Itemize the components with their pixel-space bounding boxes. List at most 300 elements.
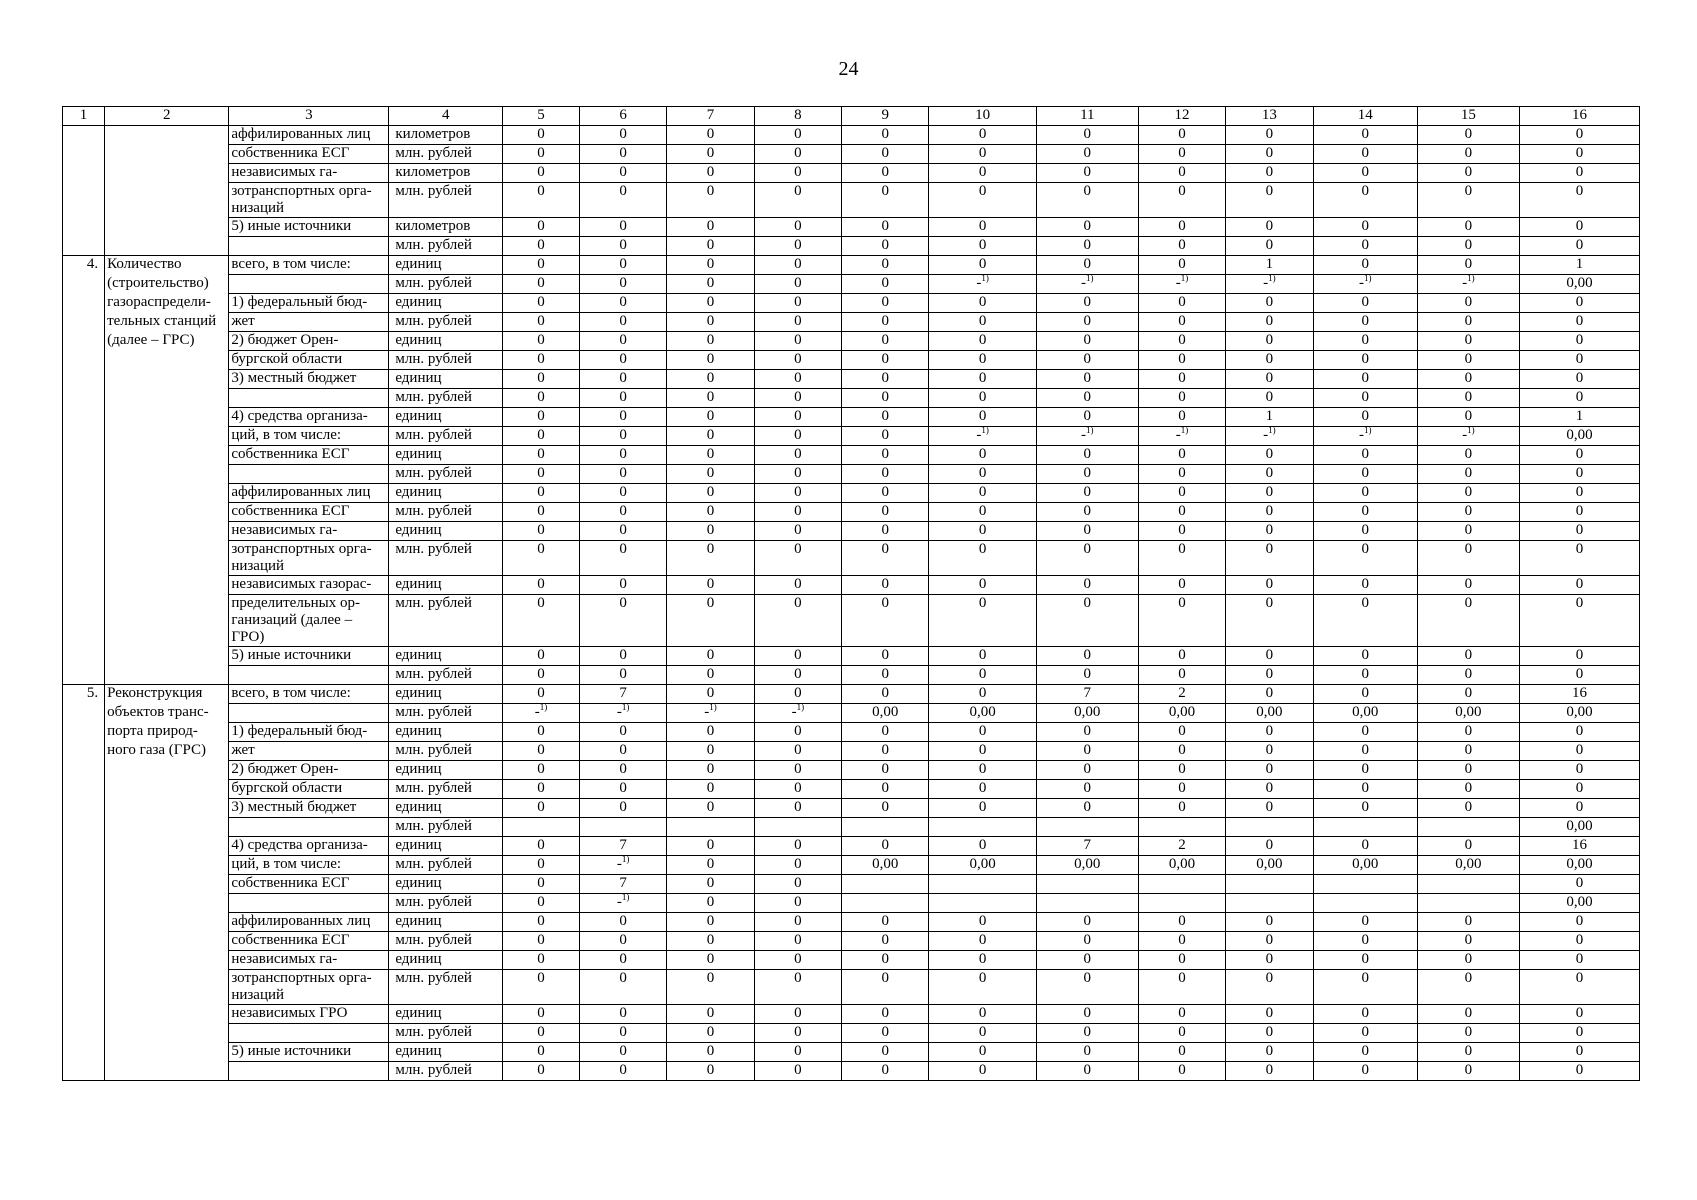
row-number-cell <box>63 389 105 408</box>
value-cell: 0 <box>1313 332 1417 351</box>
value-cell: 0 <box>842 446 929 465</box>
value-cell: -$^{1)}$ <box>1036 275 1138 294</box>
row-number-cell <box>63 145 105 164</box>
funding-source-cell: пределительных ор- ганизаций (далее – ГРО) <box>229 595 389 647</box>
value-cell: 0 <box>929 913 1036 932</box>
funding-source-cell: ций, в том числе: <box>229 856 389 875</box>
value-cell: -$^{1)}$ <box>754 704 841 723</box>
indicator-name-cell <box>105 595 229 647</box>
value-cell: 0 <box>842 951 929 970</box>
unit-cell: километров <box>389 126 503 145</box>
value-cell: 0 <box>1417 446 1519 465</box>
value-cell: 0 <box>1226 332 1313 351</box>
value-cell: 0 <box>667 522 754 541</box>
table-row <box>63 183 1640 218</box>
value-cell: 0,00 <box>1519 818 1639 837</box>
value-cell: 0 <box>579 647 666 666</box>
unit-cell: млн. рублей <box>389 595 503 647</box>
value-cell: 0 <box>754 446 841 465</box>
indicator-name-cell: объектов транс- <box>105 704 229 723</box>
value-cell: 0 <box>754 465 841 484</box>
value-cell: 0 <box>1138 313 1225 332</box>
value-cell: 0 <box>579 503 666 522</box>
value-cell: 0 <box>1226 541 1313 576</box>
table-row <box>63 780 1640 799</box>
value-cell: 0 <box>1138 595 1225 647</box>
column-header: 1 <box>63 107 105 126</box>
value-cell: 0 <box>1138 389 1225 408</box>
value-cell: 0 <box>667 484 754 503</box>
column-header: 8 <box>754 107 841 126</box>
unit-cell: километров <box>389 164 503 183</box>
table-body <box>63 107 1640 1081</box>
value-cell: 0,00 <box>1519 856 1639 875</box>
unit-cell: единиц <box>389 837 503 856</box>
value-cell: 0 <box>503 1062 580 1081</box>
value-cell: 0 <box>1519 389 1639 408</box>
indicator-name-cell <box>105 780 229 799</box>
value-cell: 0,00 <box>929 856 1036 875</box>
value-cell: 0 <box>579 237 666 256</box>
value-cell: 0 <box>667 742 754 761</box>
value-cell: 0 <box>503 1024 580 1043</box>
row-number-cell <box>63 932 105 951</box>
value-cell: 0 <box>929 370 1036 389</box>
value-cell: 0 <box>929 446 1036 465</box>
value-cell: 0 <box>1519 951 1639 970</box>
footnote-marker: 1) <box>1086 274 1094 283</box>
unit-cell: единиц <box>389 294 503 313</box>
unit-cell: млн. рублей <box>389 894 503 913</box>
funding-source-cell: 5) иные источники <box>229 218 389 237</box>
value-cell: 0 <box>1036 951 1138 970</box>
value-cell: 0 <box>1519 576 1639 595</box>
value-cell: 0 <box>1417 647 1519 666</box>
value-cell: 0 <box>1313 503 1417 522</box>
indicator-name-cell <box>105 503 229 522</box>
row-number-cell <box>63 837 105 856</box>
value-cell: 0,00 <box>1417 704 1519 723</box>
footnote-marker: 1) <box>796 703 805 712</box>
value-cell: 0 <box>754 761 841 780</box>
value-cell: 0 <box>1313 1024 1417 1043</box>
value-cell: 0 <box>667 856 754 875</box>
footnote-marker: 1) <box>1180 274 1189 283</box>
value-cell: 0 <box>579 522 666 541</box>
value-cell: 0 <box>1519 595 1639 647</box>
value-cell: 0 <box>842 1062 929 1081</box>
value-cell: 0 <box>842 332 929 351</box>
footnote-marker: 1) <box>539 703 548 712</box>
value-cell: -$^{1)}$ <box>1138 275 1225 294</box>
value-cell: 0 <box>503 275 580 294</box>
value-cell: 0 <box>667 761 754 780</box>
funding-source-cell: аффилированных лиц <box>229 484 389 503</box>
value-cell: 0 <box>754 647 841 666</box>
value-cell: 0 <box>1138 541 1225 576</box>
value-cell: 0 <box>503 218 580 237</box>
indicator-name-cell <box>105 145 229 164</box>
value-cell: 0 <box>1519 332 1639 351</box>
value-cell: 0,00 <box>1519 894 1639 913</box>
value-cell: 0 <box>1313 256 1417 275</box>
table-row <box>63 218 1640 237</box>
value-cell <box>667 818 754 837</box>
value-cell <box>929 875 1036 894</box>
value-cell: 0 <box>754 970 841 1005</box>
value-cell: 0 <box>1313 446 1417 465</box>
value-cell: 0 <box>1417 541 1519 576</box>
value-cell: 2 <box>1138 685 1225 704</box>
value-cell: 0 <box>1036 408 1138 427</box>
indicator-name-cell <box>105 389 229 408</box>
value-cell: 16 <box>1519 685 1639 704</box>
indicator-name-cell <box>105 913 229 932</box>
value-cell: 0 <box>667 685 754 704</box>
value-cell: 0 <box>503 875 580 894</box>
value-cell: 0 <box>1417 799 1519 818</box>
value-cell: 0 <box>1226 647 1313 666</box>
row-number-cell <box>63 1005 105 1024</box>
indicator-name-cell <box>105 427 229 446</box>
indicator-name-cell <box>105 1024 229 1043</box>
value-cell: 0 <box>929 1062 1036 1081</box>
value-cell: 0 <box>1313 370 1417 389</box>
value-cell: 0 <box>1313 761 1417 780</box>
value-cell: 0 <box>1417 1024 1519 1043</box>
value-cell: -$^{1)}$ <box>1417 275 1519 294</box>
value-cell: 0 <box>1226 294 1313 313</box>
footnote-marker: 1) <box>1467 426 1475 435</box>
value-cell: 0 <box>1036 126 1138 145</box>
value-cell: 0 <box>1226 595 1313 647</box>
value-cell: 0 <box>754 1024 841 1043</box>
value-cell: 0 <box>754 183 841 218</box>
row-number-cell <box>63 237 105 256</box>
value-cell: 0 <box>1138 932 1225 951</box>
value-cell: 0 <box>1036 742 1138 761</box>
value-cell: 0 <box>503 256 580 275</box>
indicator-name-cell: (строительство) <box>105 275 229 294</box>
value-cell: 0 <box>754 856 841 875</box>
row-number-cell <box>63 742 105 761</box>
value-cell: 0 <box>1417 723 1519 742</box>
value-cell: 0 <box>1036 183 1138 218</box>
value-cell: 0 <box>754 275 841 294</box>
indicator-name-cell <box>105 164 229 183</box>
value-cell: 0 <box>1519 1024 1639 1043</box>
value-cell: 0 <box>667 427 754 446</box>
value-cell: 0 <box>1226 351 1313 370</box>
value-cell: 0 <box>1138 183 1225 218</box>
table-row <box>63 742 1640 761</box>
value-cell: 0 <box>754 389 841 408</box>
value-cell: 0 <box>1226 237 1313 256</box>
funding-source-cell: аффилированных лиц <box>229 126 389 145</box>
table-row <box>63 351 1640 370</box>
value-cell: 0 <box>754 595 841 647</box>
value-cell: 0 <box>579 595 666 647</box>
row-number-cell <box>63 427 105 446</box>
unit-cell: единиц <box>389 1043 503 1062</box>
value-cell: 0 <box>1226 780 1313 799</box>
value-cell: 0 <box>1226 484 1313 503</box>
value-cell: 0 <box>579 761 666 780</box>
funding-source-cell: независимых га- <box>229 164 389 183</box>
value-cell: 0 <box>1138 799 1225 818</box>
value-cell: 0 <box>842 1005 929 1024</box>
value-cell: 0 <box>754 332 841 351</box>
value-cell: 0 <box>1036 237 1138 256</box>
value-cell <box>1226 894 1313 913</box>
value-cell: 0 <box>503 894 580 913</box>
value-cell: 0 <box>842 913 929 932</box>
value-cell: 0 <box>929 595 1036 647</box>
value-cell <box>929 818 1036 837</box>
table-row <box>63 723 1640 742</box>
value-cell: 0 <box>1417 685 1519 704</box>
unit-cell: млн. рублей <box>389 932 503 951</box>
value-cell: 0 <box>1226 446 1313 465</box>
value-cell: 0 <box>667 666 754 685</box>
value-cell: 0 <box>754 1062 841 1081</box>
value-cell: 0 <box>842 294 929 313</box>
value-cell: 0 <box>1226 522 1313 541</box>
value-cell: -$^{1)}$ <box>579 894 666 913</box>
value-cell <box>929 894 1036 913</box>
value-cell: 0 <box>579 332 666 351</box>
value-cell: 0 <box>1313 666 1417 685</box>
funding-source-cell: независимых га- <box>229 951 389 970</box>
table-row <box>63 576 1640 595</box>
value-cell: 0 <box>929 218 1036 237</box>
value-cell: 0 <box>1313 389 1417 408</box>
row-number-cell <box>63 183 105 218</box>
value-cell: 0 <box>1313 484 1417 503</box>
value-cell: 0 <box>1313 576 1417 595</box>
value-cell: 0 <box>842 799 929 818</box>
indicator-name-cell <box>105 576 229 595</box>
table-row <box>63 126 1640 145</box>
value-cell <box>1313 818 1417 837</box>
value-cell: 0 <box>842 256 929 275</box>
value-cell <box>1226 875 1313 894</box>
value-cell: 0 <box>1226 723 1313 742</box>
value-cell: 0 <box>667 126 754 145</box>
value-cell: 0 <box>579 145 666 164</box>
value-cell: 0 <box>503 332 580 351</box>
value-cell: 0 <box>842 595 929 647</box>
row-number-cell <box>63 666 105 685</box>
value-cell: 0 <box>503 408 580 427</box>
value-cell <box>1226 818 1313 837</box>
value-cell: 0 <box>579 484 666 503</box>
table-row <box>63 685 1640 704</box>
column-header: 16 <box>1519 107 1639 126</box>
column-header: 9 <box>842 107 929 126</box>
indicator-name-cell <box>105 761 229 780</box>
value-cell: 7 <box>579 837 666 856</box>
value-cell: 0 <box>1226 465 1313 484</box>
column-header: 4 <box>389 107 503 126</box>
row-number-cell <box>63 484 105 503</box>
value-cell: 0 <box>929 742 1036 761</box>
value-cell: 0 <box>1036 446 1138 465</box>
indicator-name-cell <box>105 484 229 503</box>
value-cell: 0 <box>579 294 666 313</box>
funding-source-cell: независимых га- <box>229 522 389 541</box>
value-cell: 0 <box>1519 126 1639 145</box>
value-cell: 0 <box>1036 576 1138 595</box>
value-cell: 0 <box>667 408 754 427</box>
column-header: 11 <box>1036 107 1138 126</box>
value-cell: 0 <box>929 951 1036 970</box>
value-cell: 0 <box>1519 761 1639 780</box>
value-cell: 0,00 <box>1138 704 1225 723</box>
table-row <box>63 446 1640 465</box>
table-row <box>63 666 1640 685</box>
indicator-name-cell: ного газа (ГРС) <box>105 742 229 761</box>
unit-cell: млн. рублей <box>389 275 503 294</box>
table-row <box>63 522 1640 541</box>
value-cell: 0 <box>1417 780 1519 799</box>
value-cell: 0 <box>503 1005 580 1024</box>
value-cell: 16 <box>1519 837 1639 856</box>
value-cell: 0,00 <box>1036 704 1138 723</box>
table-row <box>63 145 1640 164</box>
value-cell: 0 <box>1519 370 1639 389</box>
value-cell: 0 <box>842 837 929 856</box>
footnote-marker: 1) <box>621 703 630 712</box>
value-cell: 0 <box>1417 503 1519 522</box>
value-cell: -$^{1)}$ <box>929 427 1036 446</box>
value-cell: 0 <box>754 951 841 970</box>
value-cell: 0 <box>579 427 666 446</box>
value-cell: 0 <box>1417 742 1519 761</box>
value-cell: 0 <box>667 183 754 218</box>
value-cell: 0 <box>503 465 580 484</box>
value-cell: 0 <box>1313 183 1417 218</box>
indicator-name-cell <box>105 951 229 970</box>
value-cell: 0 <box>1226 970 1313 1005</box>
value-cell: 0 <box>1036 370 1138 389</box>
unit-cell: единиц <box>389 446 503 465</box>
value-cell: 0 <box>842 541 929 576</box>
indicator-name-cell <box>105 856 229 875</box>
indicator-name-cell <box>105 126 229 145</box>
value-cell: 0 <box>754 237 841 256</box>
value-cell: 0 <box>503 837 580 856</box>
value-cell: 0 <box>1519 541 1639 576</box>
value-cell: 0 <box>503 666 580 685</box>
funding-source-cell: всего, в том числе: <box>229 685 389 704</box>
value-cell: 0 <box>929 294 1036 313</box>
value-cell: 0 <box>1138 761 1225 780</box>
value-cell: 0 <box>1226 1024 1313 1043</box>
value-cell: 0 <box>1226 1043 1313 1062</box>
value-cell: -$^{1)}$ <box>1226 427 1313 446</box>
unit-cell: единиц <box>389 913 503 932</box>
value-cell: 0 <box>1138 780 1225 799</box>
value-cell: 0 <box>1417 837 1519 856</box>
value-cell: 0 <box>667 256 754 275</box>
value-cell: 0 <box>667 647 754 666</box>
table-row <box>63 647 1640 666</box>
value-cell: 0 <box>1226 951 1313 970</box>
value-cell: 0,00 <box>1226 856 1313 875</box>
column-header: 10 <box>929 107 1036 126</box>
value-cell: 0 <box>1519 351 1639 370</box>
value-cell: 0 <box>667 780 754 799</box>
value-cell: 0 <box>1519 237 1639 256</box>
value-cell: 0 <box>929 126 1036 145</box>
unit-cell: млн. рублей <box>389 427 503 446</box>
value-cell: 0 <box>1138 256 1225 275</box>
indicator-name-cell <box>105 541 229 576</box>
value-cell: 0 <box>667 894 754 913</box>
value-cell: 0 <box>842 389 929 408</box>
value-cell: 0 <box>1313 1062 1417 1081</box>
value-cell: 0 <box>1519 666 1639 685</box>
indicator-name-cell: Реконструкция <box>105 685 229 704</box>
value-cell: 0 <box>1417 465 1519 484</box>
column-header: 3 <box>229 107 389 126</box>
value-cell: 0 <box>667 1024 754 1043</box>
value-cell: 0 <box>1313 522 1417 541</box>
column-header: 6 <box>579 107 666 126</box>
value-cell: 0 <box>503 522 580 541</box>
value-cell: 0 <box>1313 799 1417 818</box>
value-cell: 0 <box>667 294 754 313</box>
table-row <box>63 313 1640 332</box>
unit-cell: единиц <box>389 256 503 275</box>
value-cell: 0 <box>1417 237 1519 256</box>
value-cell: 0,00 <box>929 704 1036 723</box>
row-number-cell <box>63 576 105 595</box>
row-number-cell <box>63 218 105 237</box>
row-number-cell <box>63 1062 105 1081</box>
value-cell <box>842 894 929 913</box>
value-cell: 0 <box>842 183 929 218</box>
funding-source-cell: 1) федеральный бюд- <box>229 723 389 742</box>
value-cell: 0 <box>1519 1005 1639 1024</box>
funding-source-cell <box>229 389 389 408</box>
value-cell: 0 <box>503 126 580 145</box>
value-cell: 0 <box>503 913 580 932</box>
value-cell: 0 <box>503 780 580 799</box>
value-cell: 0 <box>842 970 929 1005</box>
footnote-marker: 1) <box>1363 274 1372 283</box>
row-number-cell <box>63 761 105 780</box>
row-number-cell <box>63 332 105 351</box>
value-cell <box>842 818 929 837</box>
value-cell <box>1036 894 1138 913</box>
value-cell: 0 <box>1226 370 1313 389</box>
value-cell: 0 <box>1313 932 1417 951</box>
footnote-marker: 1) <box>709 703 717 712</box>
table-row <box>63 427 1640 446</box>
value-cell: 0 <box>842 275 929 294</box>
indicator-name-cell <box>105 183 229 218</box>
value-cell: 0 <box>754 1005 841 1024</box>
table-row <box>63 837 1640 856</box>
value-cell: 0 <box>503 389 580 408</box>
value-cell: 0 <box>754 164 841 183</box>
value-cell: 0 <box>579 1005 666 1024</box>
value-cell <box>754 818 841 837</box>
value-cell: 0 <box>1036 294 1138 313</box>
value-cell: 0 <box>503 723 580 742</box>
